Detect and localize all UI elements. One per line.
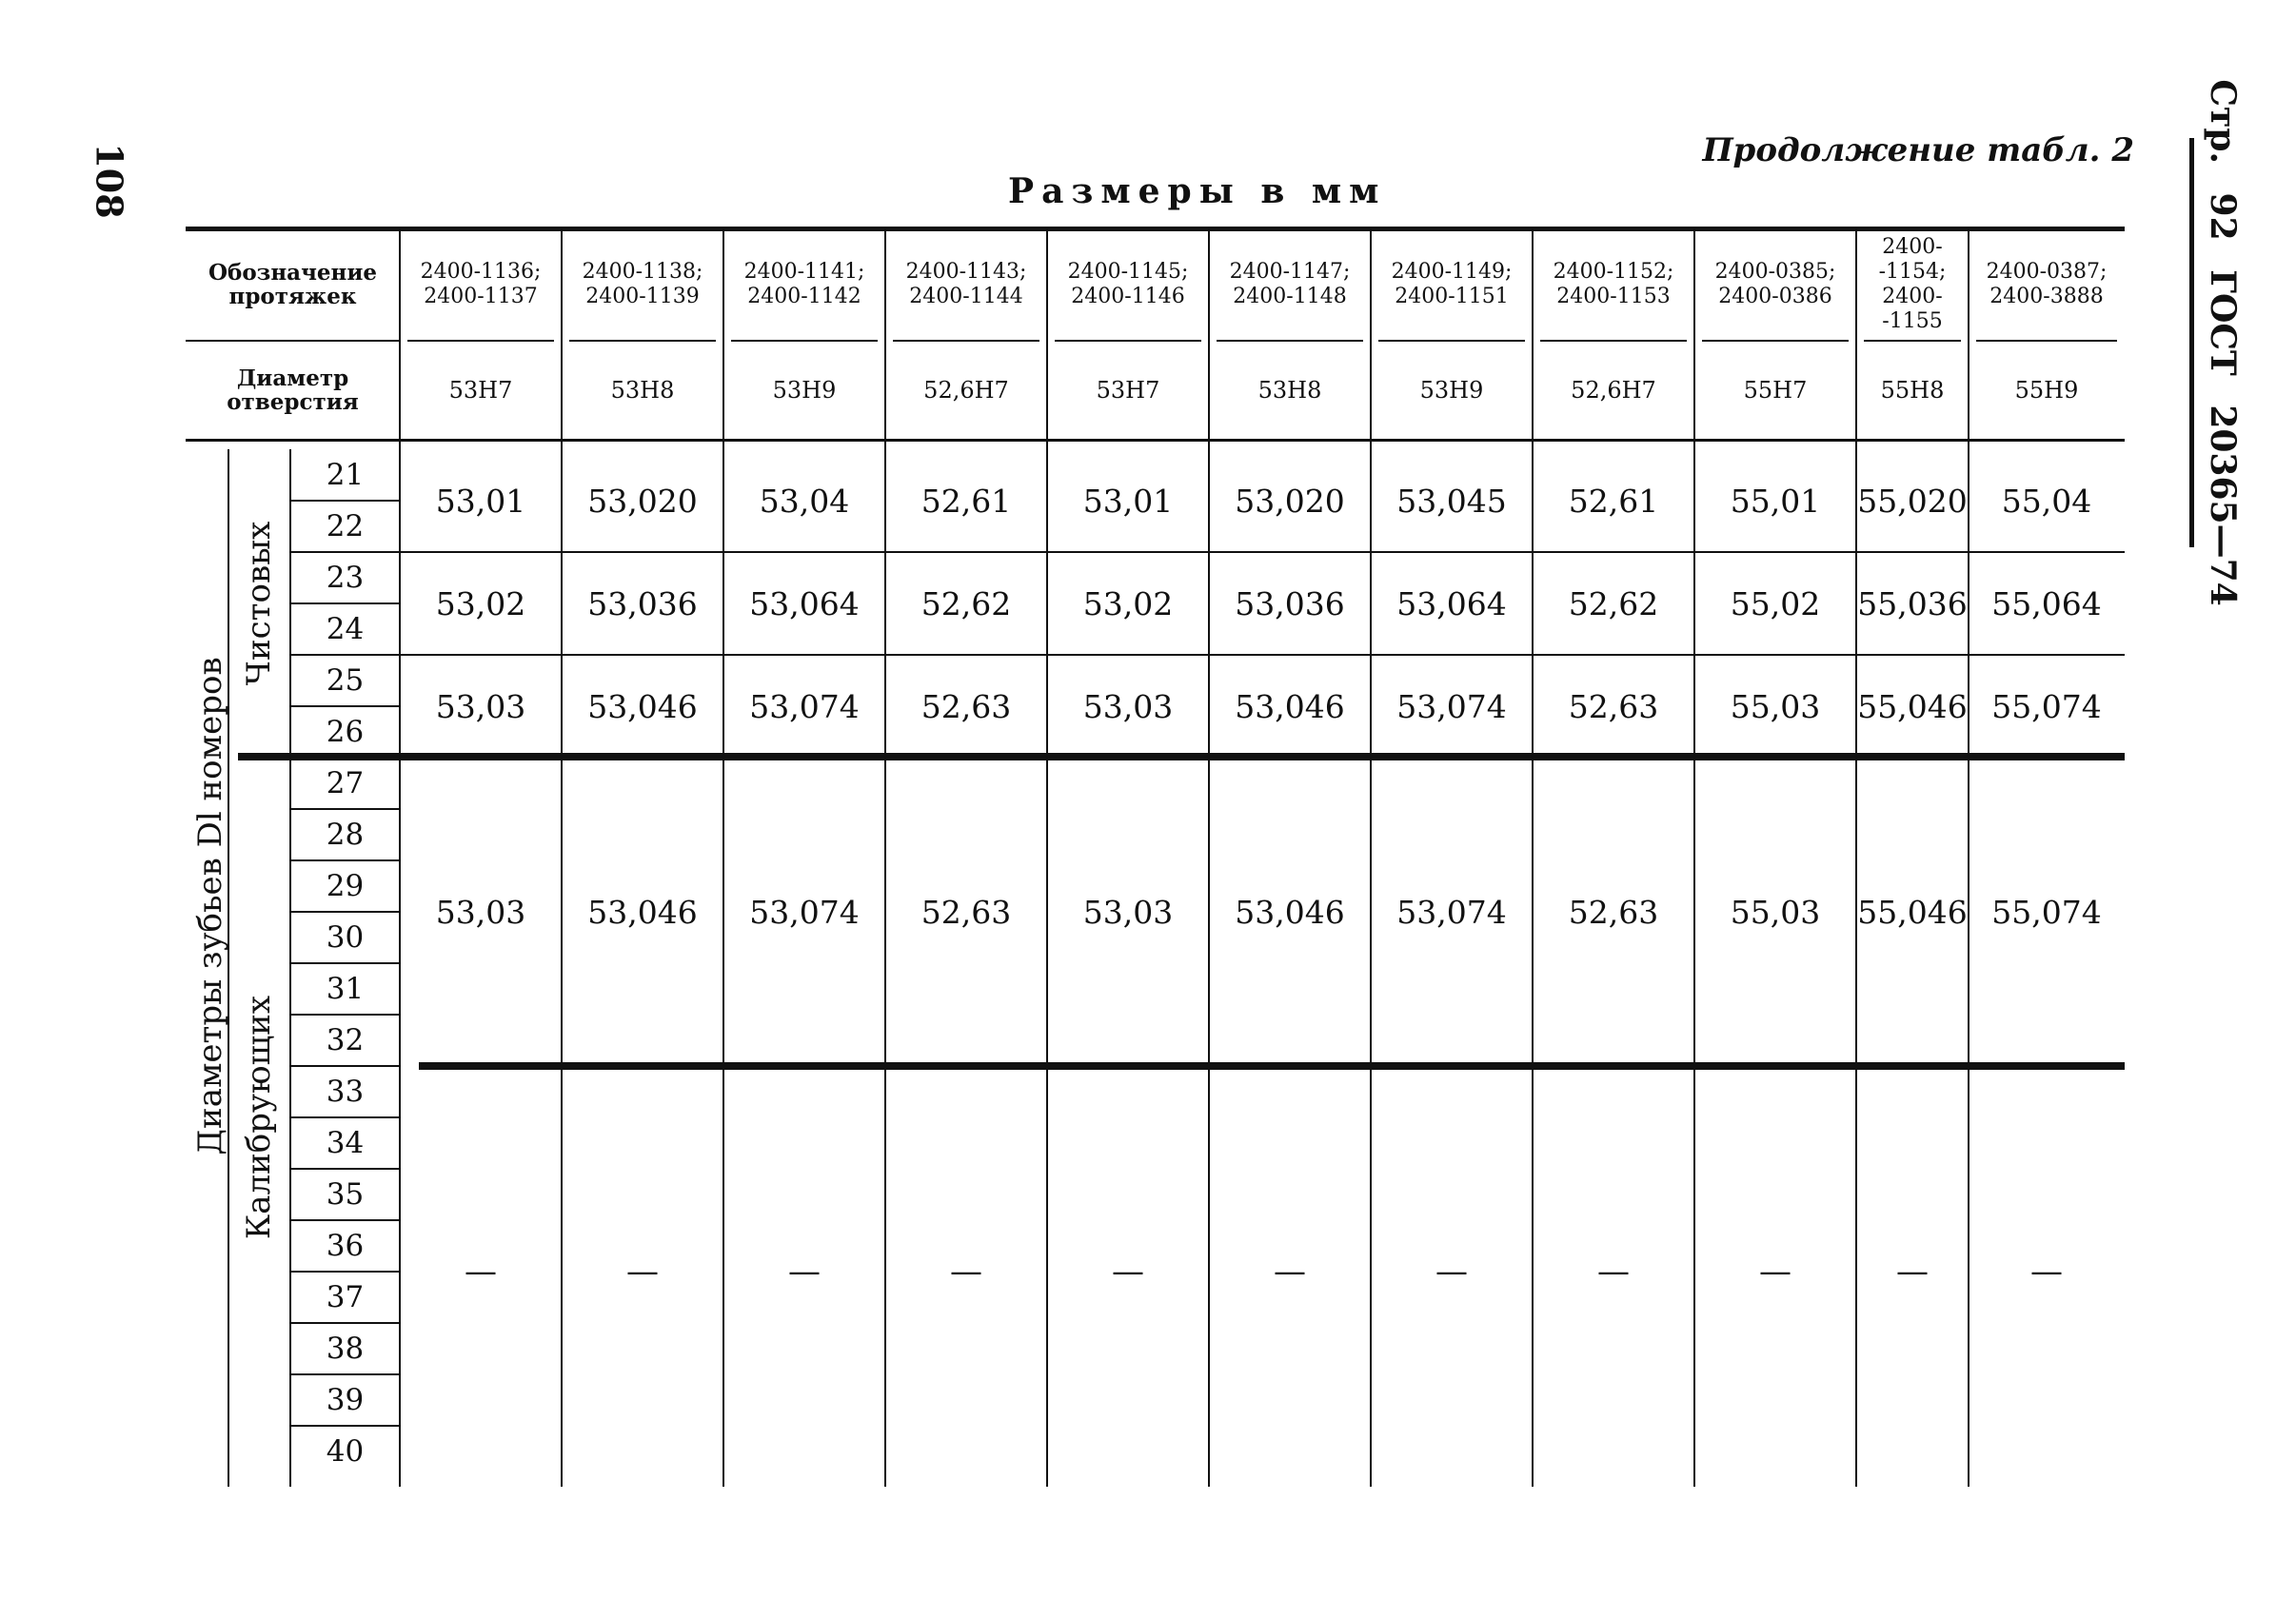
dash-value: — xyxy=(1112,1253,1144,1291)
tooth-diameter-value: 55,03 xyxy=(1730,687,1821,725)
dash-value: — xyxy=(1435,1253,1468,1291)
tooth-diameter-value: 53,04 xyxy=(759,482,850,520)
designation-code: 2400-0387; 2400-3888 xyxy=(1986,260,2108,308)
tooth-diameter-value: 53,074 xyxy=(749,893,860,931)
hole-diameter: 53H8 xyxy=(610,377,675,404)
tooth-diameter-value: 55,074 xyxy=(1991,893,2102,931)
hole-diameter: 55H8 xyxy=(1880,377,1945,404)
designation-code: 2400-1138; 2400-1139 xyxy=(582,260,703,308)
dash-value: — xyxy=(1597,1253,1630,1291)
tooth-diameter-value: 52,63 xyxy=(1568,893,1659,931)
tooth-number: 24 xyxy=(326,612,365,646)
designation-code: 2400-1152; 2400-1153 xyxy=(1553,260,1674,308)
tooth-number: 25 xyxy=(326,663,365,698)
tooth-diameter-value: 53,074 xyxy=(749,687,860,725)
hole-diameter: 53H9 xyxy=(1419,377,1484,404)
hole-diameter: 53H8 xyxy=(1257,377,1322,404)
page-number: 108 xyxy=(88,143,131,219)
tooth-number: 28 xyxy=(326,818,365,852)
designation-code: 2400-1143; 2400-1144 xyxy=(905,260,1027,308)
group-label-calibrating: Калибрующих xyxy=(240,995,278,1240)
hole-diameter: 53H7 xyxy=(448,377,513,404)
hole-diameter: 55H7 xyxy=(1743,377,1808,404)
tooth-diameter-value: 55,04 xyxy=(2001,482,2092,520)
tooth-diameter-value: 53,02 xyxy=(435,584,526,622)
dash-value: — xyxy=(950,1253,982,1291)
tooth-diameter-value: 53,046 xyxy=(587,893,698,931)
tooth-number: 38 xyxy=(326,1332,365,1366)
dash-value: — xyxy=(465,1253,497,1291)
tooth-number: 33 xyxy=(326,1075,365,1109)
right-bar xyxy=(2189,138,2194,547)
designation-code: 2400-1136; 2400-1137 xyxy=(420,260,542,308)
dash-value: — xyxy=(626,1253,659,1291)
tooth-diameter-value: 53,03 xyxy=(1082,893,1174,931)
tooth-number: 32 xyxy=(326,1023,365,1057)
tooth-diameter-value: 53,064 xyxy=(749,584,860,622)
tooth-diameter-value: 53,074 xyxy=(1396,687,1507,725)
tooth-diameter-value: 55,02 xyxy=(1730,584,1821,622)
tooth-diameter-value: 55,074 xyxy=(1991,687,2102,725)
designation-code: 2400-1141; 2400-1142 xyxy=(743,260,865,308)
tooth-diameter-value: 55,01 xyxy=(1730,482,1821,520)
tooth-number: 21 xyxy=(326,458,365,492)
hole-diameter: 53H9 xyxy=(772,377,837,404)
tooth-number: 22 xyxy=(326,509,365,543)
tooth-diameter-value: 53,020 xyxy=(1235,482,1345,520)
tooth-number: 27 xyxy=(326,766,365,800)
tooth-diameter-value: 52,63 xyxy=(1568,687,1659,725)
designation-label: Обозначение протяжек xyxy=(208,260,378,309)
tooth-number: 36 xyxy=(326,1229,365,1263)
designation-code: 2400- -1154; 2400- -1155 xyxy=(1878,235,1947,333)
tooth-diameter-value: 53,03 xyxy=(1082,687,1174,725)
tooth-diameter-value: 53,064 xyxy=(1396,584,1507,622)
tooth-number: 29 xyxy=(326,869,365,903)
tooth-diameter-value: 52,62 xyxy=(920,584,1012,622)
hole-diameter: 52,6H7 xyxy=(923,377,1009,404)
tooth-number: 26 xyxy=(326,715,365,749)
tooth-diameter-value: 55,03 xyxy=(1730,893,1821,931)
tooth-diameter-value: 55,020 xyxy=(1857,482,1968,520)
tooth-number: 39 xyxy=(326,1383,365,1417)
tooth-diameter-value: 55,036 xyxy=(1857,584,1968,622)
tooth-diameter-value: 55,064 xyxy=(1991,584,2102,622)
dash-value: — xyxy=(1896,1253,1929,1291)
dash-value: — xyxy=(2030,1253,2063,1291)
tooth-diameter-value: 53,046 xyxy=(587,687,698,725)
tooth-diameter-value: 53,01 xyxy=(1082,482,1174,520)
continuation-title: Продолжение табл. 2 xyxy=(1702,131,2134,169)
tooth-diameter-value: 55,046 xyxy=(1857,687,1968,725)
tooth-diameter-value: 52,61 xyxy=(1568,482,1659,520)
tooth-diameter-value: 53,036 xyxy=(1235,584,1345,622)
group-label-finishing: Чистовых xyxy=(240,521,278,686)
tooth-diameter-value: 53,074 xyxy=(1396,893,1507,931)
tooth-diameter-value: 53,020 xyxy=(587,482,698,520)
tooth-diameter-value: 52,63 xyxy=(920,687,1012,725)
tooth-diameter-value: 53,046 xyxy=(1235,687,1345,725)
tooth-diameter-value: 53,02 xyxy=(1082,584,1174,622)
tooth-number: 35 xyxy=(326,1177,365,1212)
dash-value: — xyxy=(788,1253,821,1291)
tooth-number: 31 xyxy=(326,972,365,1006)
tooth-diameter-value: 53,045 xyxy=(1396,482,1507,520)
units-caption: Размеры в мм xyxy=(1008,171,1387,211)
tooth-number: 40 xyxy=(326,1434,365,1469)
hole-diameter: 52,6H7 xyxy=(1571,377,1656,404)
hole-diameter: 53H7 xyxy=(1096,377,1160,404)
tooth-diameter-value: 53,046 xyxy=(1235,893,1345,931)
tooth-diameter-value: 52,62 xyxy=(1568,584,1659,622)
hole-diameter: 55H9 xyxy=(2014,377,2079,404)
tooth-diameter-value: 55,046 xyxy=(1857,893,1968,931)
group-label-main: Диаметры зубьев Dl номеров xyxy=(191,657,229,1155)
designation-code: 2400-1147; 2400-1148 xyxy=(1229,260,1351,308)
tooth-number: 37 xyxy=(326,1280,365,1314)
designation-code: 2400-1145; 2400-1146 xyxy=(1067,260,1189,308)
designation-code: 2400-0385; 2400-0386 xyxy=(1714,260,1836,308)
dash-value: — xyxy=(1274,1253,1306,1291)
designation-code: 2400-1149; 2400-1151 xyxy=(1391,260,1513,308)
tooth-diameter-value: 52,61 xyxy=(920,482,1012,520)
tooth-diameter-value: 52,63 xyxy=(920,893,1012,931)
tooth-diameter-value: 53,036 xyxy=(587,584,698,622)
tooth-number: 23 xyxy=(326,561,365,595)
tooth-number: 34 xyxy=(326,1126,365,1160)
dash-value: — xyxy=(1759,1253,1791,1291)
standard-header: Стр. 92 ГОСТ 20365—74 xyxy=(2203,79,2243,606)
hole-diameter-label: Диаметр отверстия xyxy=(227,365,359,415)
tooth-diameter-value: 53,01 xyxy=(435,482,526,520)
tooth-number: 30 xyxy=(326,920,365,955)
tooth-diameter-value: 53,03 xyxy=(435,687,526,725)
tooth-diameter-value: 53,03 xyxy=(435,893,526,931)
